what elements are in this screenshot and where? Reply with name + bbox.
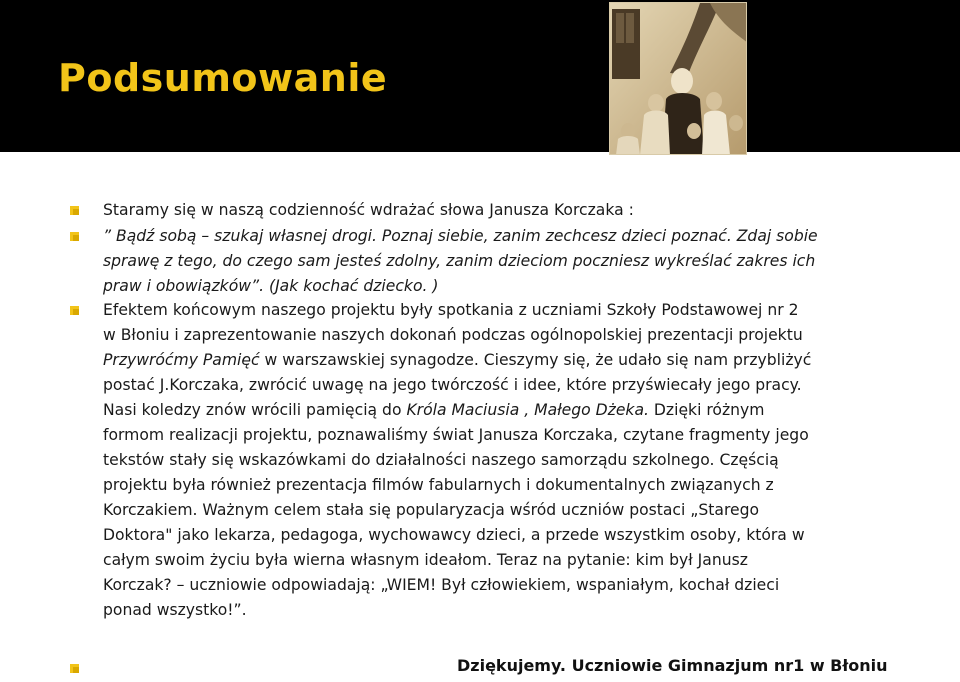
body-line: Korczak? – uczniowie odpowiadają: „WIEM! Był człowiekiem, wspaniałym, kochał dzieci xyxy=(103,576,780,594)
quote-line: praw i obowiązków”. (Jak kochać dziecko. ) xyxy=(103,277,439,295)
body-line xyxy=(103,348,811,372)
body-fragment: w warszawskiej synagodze. Cieszymy się, że udało się nam przybliżyć xyxy=(259,351,812,369)
italic-fragment: Króla Maciusia , Małego Dżeka. xyxy=(406,401,649,419)
body-line: Korczakiem. Ważnym celem stała się popularyzacja wśród uczniów postaci „Starego xyxy=(103,501,760,519)
body-line: w Błoniu i zaprezentowanie naszych dokonań podczas ogólnopolskiej prezentacji projektu xyxy=(103,326,803,344)
body-line xyxy=(103,398,764,422)
quote-line: ” Bądź sobą – szukaj własnej drogi. Poznaj siebie, zanim zechcesz dzieci poznać. Zdaj sobie xyxy=(103,227,818,245)
quote-line: sprawę z tego, do czego sam jesteś zdolny, zanim dzieciom poczniesz wykreślać zakres ich xyxy=(103,252,816,270)
slide-title: Podsumowanie xyxy=(58,56,388,100)
body-line: tekstów stały się wskazówkami do działalności naszego samorządu szkolnego. Częścią xyxy=(103,451,779,469)
bullet-icon xyxy=(70,664,79,673)
body-line: całym swoim życiu była wierna własnym ideałom. Teraz na pytanie: kim był Janusz xyxy=(103,551,748,569)
body-line: projektu była również prezentacja filmów fabularnych i dokumentalnych związanych z xyxy=(103,476,774,494)
footer-thanks: Dziękujemy. Uczniowie Gimnazjum nr1 w Błoniu xyxy=(457,656,888,675)
bullet-icon xyxy=(70,206,79,215)
italic-fragment: Przywróćmy Pamięć xyxy=(103,351,260,369)
bullet-icon xyxy=(70,232,79,241)
body-fragment: Nasi koledzy znów wrócili pamięcią do xyxy=(103,401,407,419)
body-line: Doktora" jako lekarza, pedagoga, wychowawcy dzieci, a przede wszystkim osoby, która w xyxy=(103,526,805,544)
body-line: formom realizacji projektu, poznawaliśmy świat Janusza Korczaka, czytane fragmenty jego xyxy=(103,426,809,444)
body-fragment: Dzięki różnym xyxy=(648,401,765,419)
body-line: ponad wszystko!”. xyxy=(103,601,247,619)
bullet-icon xyxy=(70,306,79,315)
body-line: postać J.Korczaka, zwrócić uwagę na jego twórczość i idee, które przyświecały jego pracy. xyxy=(103,376,802,394)
bullet-text-line: Staramy się w naszą codzienność wdrażać słowa Janusza Korczaka : xyxy=(103,201,634,219)
body-line: Efektem końcowym naszego projektu były spotkania z uczniami Szkoły Podstawowej nr 2 xyxy=(103,301,799,319)
